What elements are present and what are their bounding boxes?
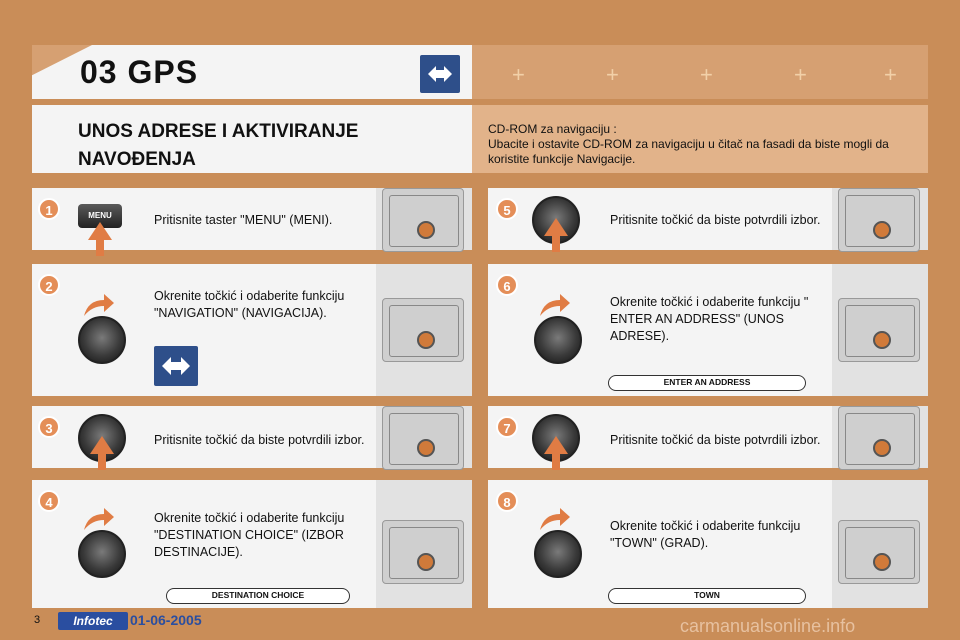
section-title: UNOS ADRESE I AKTIVIRANJE NAVOĐENJA (78, 121, 359, 170)
rotate-arrow-icon (536, 290, 572, 318)
navigation-icon (420, 55, 460, 93)
rotate-arrow-icon (80, 290, 116, 318)
rotary-knob-icon (534, 316, 582, 364)
step-text: Pritisnite točkić da biste potvrdili izbor. (610, 213, 821, 227)
step-number: 4 (38, 490, 60, 512)
step-text: Okrenite točkić i odaberite funkciju "NAVIGATION" (NAVIGACIJA). (154, 289, 345, 320)
step-number: 8 (496, 490, 518, 512)
step-text: Okrenite točkić i odaberite funkciju " ENTER AN ADDRESS" (UNOS ADRESE). (610, 295, 809, 343)
radio-unit-image (838, 188, 920, 252)
radio-unit-image (382, 520, 464, 584)
step-number: 7 (496, 416, 518, 438)
intro-text: CD-ROM za navigaciju : Ubacite i ostavite CD-ROM za navigaciju u čitač na fasadi da biste mogli da koristite funkcije Navigacije. (488, 122, 889, 166)
plus-decoration-icon: + (884, 62, 897, 87)
press-arrow-stem (552, 452, 560, 470)
page-title: 03 GPS (80, 54, 199, 90)
step-text: Pritisnite točkić da biste potvrdili izbor. (154, 433, 365, 447)
menu-option-pill: TOWN (608, 588, 806, 604)
step-number: 2 (38, 274, 60, 296)
radio-unit-image (838, 406, 920, 470)
press-arrow-stem (98, 452, 106, 470)
radio-unit-image (382, 188, 464, 252)
menu-option-pill: DESTINATION CHOICE (166, 588, 350, 604)
step-text: Pritisnite taster "MENU" (MENI). (154, 213, 333, 227)
radio-unit-image (838, 298, 920, 362)
plus-decoration-icon: + (700, 62, 713, 87)
step-text: Okrenite točkić i odaberite funkciju "DESTINATION CHOICE" (IZBOR DESTINACIJE). (154, 511, 345, 559)
plus-decoration-icon: + (794, 62, 807, 87)
rotary-knob-icon (78, 316, 126, 364)
step-number: 6 (496, 274, 518, 296)
radio-unit-image (382, 298, 464, 362)
plus-decoration-icon: + (606, 62, 619, 87)
step-text: Pritisnite točkić da biste potvrdili izbor. (610, 433, 821, 447)
press-arrow-stem (552, 234, 560, 252)
watermark: carmanualsonline.info (680, 616, 856, 636)
rotate-arrow-icon (536, 504, 572, 532)
press-arrow-stem (96, 238, 104, 256)
rotate-arrow-icon (80, 504, 116, 532)
step-number: 5 (496, 198, 518, 220)
menu-button-icon: MENU (78, 204, 122, 228)
radio-unit-image (382, 406, 464, 470)
step-number: 3 (38, 416, 60, 438)
step-text: Okrenite točkić i odaberite funkciju "TOWN" (GRAD). (610, 519, 801, 550)
menu-option-pill: ENTER AN ADDRESS (608, 375, 806, 391)
rotary-knob-icon (78, 530, 126, 578)
navigation-icon (154, 346, 198, 386)
step-number: 1 (38, 198, 60, 220)
radio-unit-image (838, 520, 920, 584)
rotary-knob-icon (534, 530, 582, 578)
edition-date: 01-06-2005 (130, 612, 202, 628)
plus-decoration-icon: + (512, 62, 525, 87)
infotec-logo: Infotec (58, 612, 128, 630)
page-number: 3 (34, 614, 41, 626)
